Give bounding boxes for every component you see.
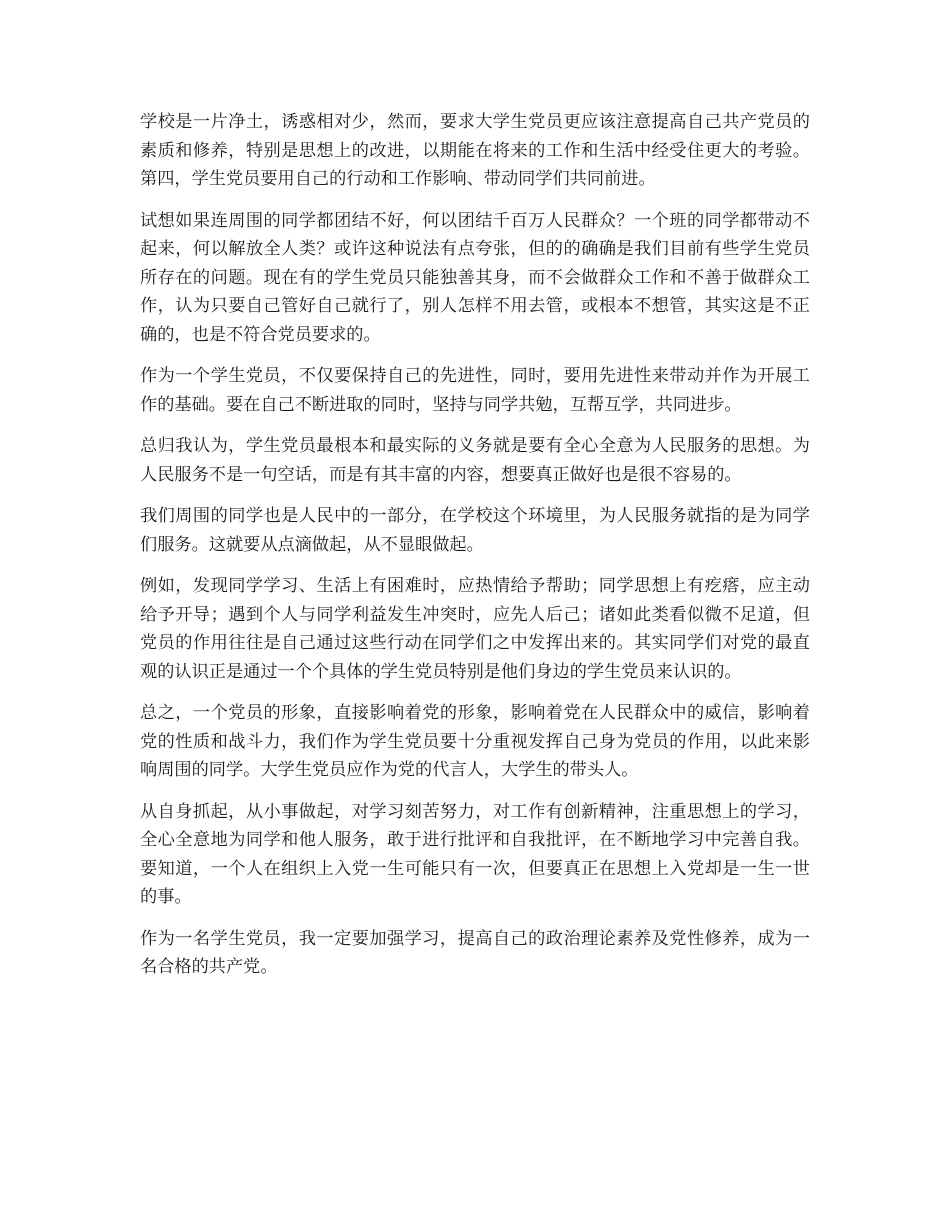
paragraph: 学校是一片净土，诱惑相对少，然而，要求大学生党员更应该注意提高自己共产党员的素质和修养，特别是思想上的改进，以期能在将来的工作和生活中经受住更大的考验。第四，学生党员要用自己的行动和工作影响、带动同学们共同前进。	[140, 112, 810, 189]
paragraph: 作为一个学生党员，不仅要保持自己的先进性，同时，要用先进性来带动并作为开展工作的基础。要在自己不断进取的同时，坚持与同学共勉，互帮互学，共同进步。	[140, 366, 810, 415]
paragraph: 总之，一个党员的形象，直接影响着党的形象，影响着党在人民群众中的威信，影响着党的性质和战斗力，我们作为学生党员要十分重视发挥自己身为党员的作用，以此来影响周围的同学。大学生党员应作为党的代言人，大学生的带头人。	[140, 703, 810, 780]
paragraph: 例如，发现同学学习、生活上有困难时，应热情给予帮助；同学思想上有疙瘩，应主动给予开导；遇到个人与同学利益发生冲突时，应先人后己；诸如此类看似微不足道，但党员的作用往往是自己通过这些行动在同学们之中发挥出来的。其实同学们对党的最直观的认识正是通过一个个具体的学生党员特别是他们身边的学生党员来认识的。	[140, 576, 810, 682]
paragraph: 试想如果连周围的同学都团结不好，何以团结千百万人民群众？一个班的同学都带动不起来，何以解放全人类？或许这种说法有点夸张，但的的确确是我们目前有些学生党员所存在的问题。现在有的学生党员只能独善其身，而不会做群众工作和不善于做群众工作，认为只要自己管好自己就行了，别人怎样不用去管，或根本不想管，其实这是不正确的，也是不符合党员要求的。	[140, 210, 810, 345]
paragraph: 作为一名学生党员，我一定要加强学习，提高自己的政治理论素养及党性修养，成为一名合格的共产党。	[140, 928, 810, 977]
document-body	[140, 108, 810, 982]
paragraph: 从自身抓起，从小事做起，对学习刻苦努力，对工作有创新精神，注重思想上的学习，全心全意地为同学和他人服务，敢于进行批评和自我批评，在不断地学习中完善自我。要知道，一个人在组织上入党一生可能只有一次，但要真正在思想上入党却是一生一世的事。	[140, 801, 810, 907]
paragraph: 我们周围的同学也是人民中的一部分，在学校这个环境里，为人民服务就指的是为同学们服务。这就要从点滴做起，从不显眼做起。	[140, 506, 810, 555]
paragraph: 总归我认为，学生党员最根本和最实际的义务就是要有全心全意为人民服务的思想。为人民服务不是一句空话，而是有其丰富的内容，想要真正做好也是很不容易的。	[140, 436, 810, 485]
